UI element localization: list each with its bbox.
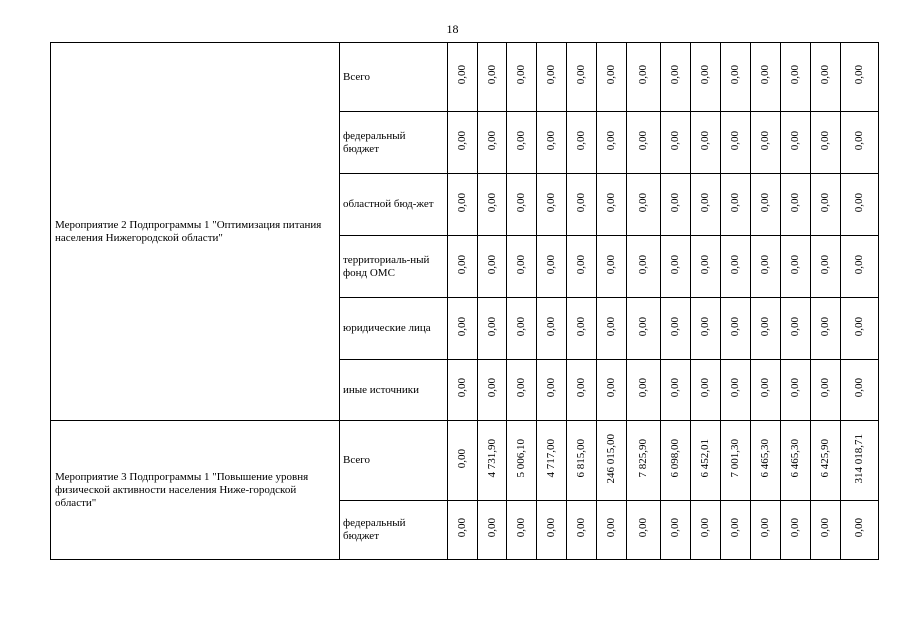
amount-cell [448,112,478,174]
amount-cell [448,501,478,560]
amount-value: 0,00 [637,65,649,85]
amount-value: 0,00 [605,378,617,398]
amount-value: 0,00 [485,192,498,213]
amount-cell [841,501,879,560]
amount-value: 6 465,30 [759,439,771,478]
amount-value: 6 098,00 [669,439,681,478]
amount-value: 0,00 [819,130,831,151]
amount-cell [537,421,567,501]
amount-value: 0,00 [456,192,468,213]
funding-source: иные источники [340,360,448,421]
amount-value: 0,00 [456,518,468,538]
amount-value: 0,00 [669,192,681,213]
amount-value: 0,00 [637,316,649,337]
amount-cell [627,112,661,174]
amount-value: 4 717,00 [545,439,557,478]
amount-cell [841,43,879,112]
amount-value: 0,00 [637,518,649,538]
amount-value: 0,00 [456,130,468,151]
amount-cell [507,360,537,421]
amount-cell [448,360,478,421]
amount-cell [661,43,691,112]
amount-cell [811,43,841,112]
amount-value: 0,00 [485,130,498,151]
amount-value: 0,00 [759,254,771,275]
amount-cell [661,501,691,560]
amount-cell [811,112,841,174]
amount-value: 0,00 [515,316,527,337]
amount-cell [721,43,751,112]
amount-cell [537,236,567,298]
amount-cell [781,298,811,360]
amount-cell [478,421,507,501]
amount-value: 0,00 [456,254,468,275]
amount-value: 0,00 [545,254,557,275]
amount-value: 0,00 [853,192,865,213]
amount-value: 0,00 [729,316,741,337]
amount-cell [627,501,661,560]
amount-cell [751,298,781,360]
amount-cell [478,43,507,112]
amount-cell [781,43,811,112]
amount-value: 0,00 [637,378,649,398]
amount-value: 0,00 [669,130,681,151]
amount-value: 0,00 [605,316,617,337]
amount-cell [751,174,781,236]
amount-cell [781,236,811,298]
amount-value: 0,00 [853,130,865,151]
amount-cell [478,112,507,174]
amount-cell [627,174,661,236]
amount-cell [567,501,597,560]
amount-cell [691,360,721,421]
amount-value: 246 015,00 [605,433,617,484]
amount-cell [567,298,597,360]
amount-cell [721,174,751,236]
funding-source: областной бюд-жет [340,174,448,236]
amount-value: 0,00 [485,316,498,337]
funding-source: Всего [340,43,448,112]
amount-value: 0,00 [729,254,741,275]
amount-value: 0,00 [545,378,557,398]
amount-value: 0,00 [853,254,865,275]
amount-value: 0,00 [456,378,468,398]
amount-cell [507,421,537,501]
amount-value: 0,00 [819,65,831,85]
amount-cell [597,236,627,298]
amount-value: 0,00 [819,378,831,398]
amount-value: 0,00 [819,316,831,337]
amount-value: 0,00 [699,316,711,337]
amount-value: 0,00 [853,518,865,538]
amount-value: 0,00 [456,65,468,85]
amount-value: 0,00 [699,518,711,538]
amount-value: 0,00 [515,192,527,213]
amount-cell [478,298,507,360]
amount-cell [661,421,691,501]
amount-value: 0,00 [605,518,617,538]
amount-value: 0,00 [789,130,801,151]
amount-value: 0,00 [515,254,527,275]
amount-cell [661,298,691,360]
amount-cell [691,174,721,236]
amount-cell [478,174,507,236]
amount-value: 0,00 [819,254,831,275]
amount-cell [507,298,537,360]
amount-cell [537,112,567,174]
amount-cell [507,174,537,236]
amount-value: 0,00 [789,65,801,85]
amount-cell [597,112,627,174]
amount-value: 0,00 [729,65,741,85]
amount-value: 4 731,90 [485,439,498,478]
amount-cell [567,360,597,421]
amount-cell [627,236,661,298]
amount-value: 0,00 [789,378,801,398]
amount-cell [751,421,781,501]
amount-cell [691,421,721,501]
table-row [51,43,879,112]
amount-cell [507,501,537,560]
amount-cell [781,174,811,236]
amount-cell [661,236,691,298]
amount-cell [597,298,627,360]
amount-cell [448,236,478,298]
amount-cell [537,501,567,560]
amount-value: 0,00 [819,192,831,213]
amount-cell [721,501,751,560]
amount-value: 0,00 [729,192,741,213]
amount-value: 0,00 [669,65,681,85]
amount-value: 0,00 [575,192,587,213]
amount-cell [627,360,661,421]
amount-value: 0,00 [485,65,498,85]
amount-value: 0,00 [456,448,468,469]
funding-source: федеральный бюджет [340,112,448,174]
amount-value: 0,00 [545,518,557,538]
amount-value: 0,00 [759,130,771,151]
amount-cell [811,236,841,298]
amount-value: 0,00 [669,518,681,538]
amount-value: 0,00 [545,316,557,337]
amount-value: 0,00 [515,378,527,398]
amount-cell [597,360,627,421]
amount-cell [691,298,721,360]
amount-value: 0,00 [853,65,865,85]
amount-value: 0,00 [545,192,557,213]
amount-cell [841,421,879,501]
amount-value: 0,00 [729,378,741,398]
amount-cell [597,43,627,112]
amount-cell [751,112,781,174]
amount-cell [627,298,661,360]
amount-cell [841,298,879,360]
amount-value: 7 001,30 [729,439,741,478]
amount-cell [691,236,721,298]
amount-value: 0,00 [637,130,649,151]
amount-value: 0,00 [605,130,617,151]
amount-cell [627,421,661,501]
amount-value: 0,00 [699,130,711,151]
amount-value: 6 452,01 [699,439,711,478]
amount-cell [751,501,781,560]
amount-cell [448,298,478,360]
amount-cell [567,421,597,501]
amount-cell [811,421,841,501]
amount-value: 5 006,10 [515,439,527,478]
amount-value: 6 465,30 [789,439,801,478]
amount-cell [537,298,567,360]
amount-value: 0,00 [789,254,801,275]
budget-table [50,42,879,560]
funding-source: территориаль-ный фонд ОМС [340,236,448,298]
amount-value: 0,00 [853,378,865,398]
funding-source: юридические лица [340,298,448,360]
amount-cell [507,236,537,298]
amount-value: 0,00 [853,316,865,337]
funding-source: федеральный бюджет [340,501,448,560]
amount-cell [811,360,841,421]
amount-value: 0,00 [699,378,711,398]
amount-cell [841,174,879,236]
amount-value: 0,00 [729,518,741,538]
amount-value: 0,00 [515,65,527,85]
amount-cell [691,112,721,174]
amount-cell [811,174,841,236]
amount-value: 0,00 [485,254,498,275]
amount-cell [661,112,691,174]
amount-cell [537,174,567,236]
amount-value: 0,00 [515,130,527,151]
page-number: 18 [446,22,459,36]
amount-value: 0,00 [575,316,587,337]
amount-value: 0,00 [575,518,587,538]
amount-value: 0,00 [456,316,468,337]
amount-cell [811,298,841,360]
amount-cell [567,174,597,236]
amount-value: 0,00 [545,130,557,151]
amount-cell [691,43,721,112]
amount-cell [841,236,879,298]
amount-value: 0,00 [605,65,617,85]
amount-value: 0,00 [759,65,771,85]
amount-cell [751,360,781,421]
amount-value: 0,00 [669,378,681,398]
amount-cell [721,112,751,174]
amount-value: 314 018,71 [853,433,865,484]
amount-value: 0,00 [699,192,711,213]
amount-cell [448,174,478,236]
amount-value: 0,00 [789,316,801,337]
amount-cell [781,112,811,174]
amount-value: 0,00 [605,254,617,275]
amount-value: 0,00 [515,518,527,538]
amount-value: 6 425,90 [819,439,831,478]
amount-value: 0,00 [485,378,498,398]
amount-cell [627,43,661,112]
amount-value: 0,00 [669,254,681,275]
amount-cell [537,360,567,421]
amount-value: 0,00 [575,130,587,151]
amount-cell [781,421,811,501]
amount-cell [751,43,781,112]
amount-cell [661,360,691,421]
amount-value: 7 825,90 [637,439,649,478]
amount-value: 0,00 [637,254,649,275]
amount-value: 0,00 [759,378,771,398]
amount-value: 0,00 [819,518,831,538]
amount-value: 0,00 [637,192,649,213]
funding-source: Всего [340,421,448,501]
amount-cell [811,501,841,560]
amount-cell [841,360,879,421]
amount-cell [661,174,691,236]
amount-cell [781,501,811,560]
amount-cell [567,112,597,174]
amount-cell [537,43,567,112]
amount-value: 0,00 [729,130,741,151]
amount-cell [448,43,478,112]
amount-cell [567,43,597,112]
amount-cell [448,421,478,501]
amount-cell [597,421,627,501]
amount-cell [478,236,507,298]
amount-cell [691,501,721,560]
amount-value: 0,00 [575,65,587,85]
amount-cell [841,112,879,174]
amount-cell [478,360,507,421]
amount-cell [507,112,537,174]
amount-cell [751,236,781,298]
amount-value: 0,00 [759,316,771,337]
amount-value: 0,00 [575,254,587,275]
table-row [51,421,879,501]
amount-cell [781,360,811,421]
amount-value: 0,00 [759,192,771,213]
amount-cell [478,501,507,560]
amount-cell [597,174,627,236]
event-title: Мероприятие 3 Подпрограммы 1 "Повышение уровня физической активности населения Ниже-городской области" [51,421,340,560]
amount-cell [721,298,751,360]
amount-value: 0,00 [699,254,711,275]
amount-value: 0,00 [669,316,681,337]
amount-value: 0,00 [759,518,771,538]
amount-value: 0,00 [545,65,557,85]
amount-cell [567,236,597,298]
amount-cell [597,501,627,560]
amount-cell [507,43,537,112]
amount-value: 0,00 [699,65,711,85]
amount-value: 0,00 [789,192,801,213]
amount-value: 0,00 [605,192,617,213]
amount-value: 0,00 [789,518,801,538]
amount-value: 6 815,00 [575,439,587,478]
amount-cell [721,360,751,421]
amount-value: 0,00 [485,518,498,538]
amount-cell [721,236,751,298]
event-title: Мероприятие 2 Подпрограммы 1 "Оптимизация питания населения Нижегородской области" [51,43,340,421]
amount-value: 0,00 [575,378,587,398]
amount-cell [721,421,751,501]
